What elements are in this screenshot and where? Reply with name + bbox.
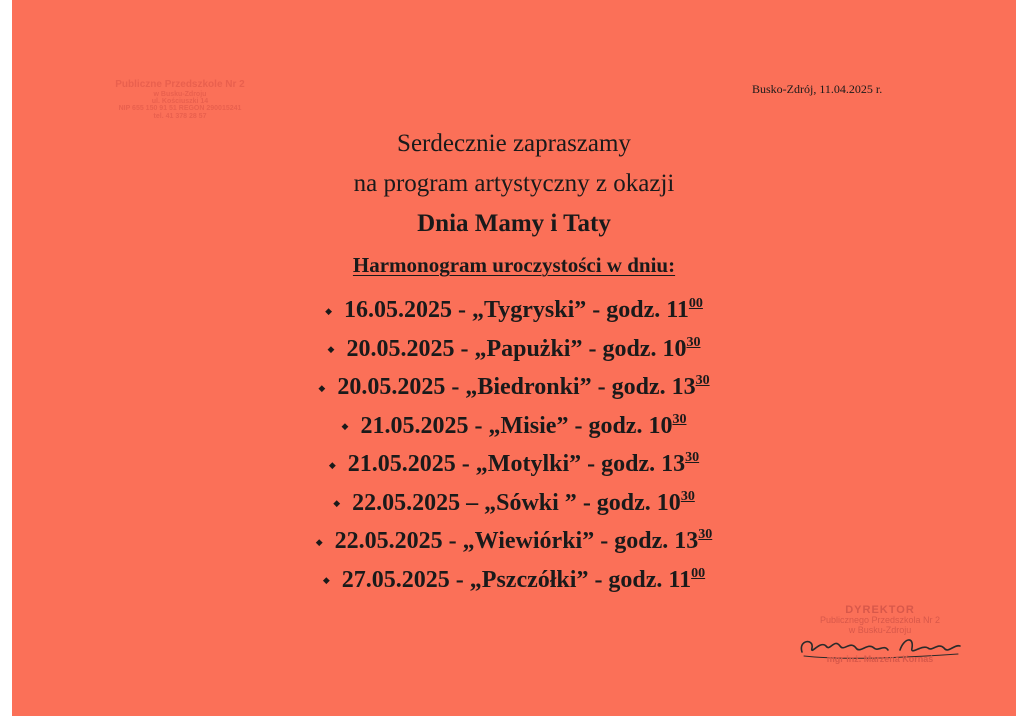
bullet-icon: ◆ — [341, 421, 349, 432]
schedule-item — [12, 527, 1016, 566]
schedule-title-text: Harmonogram uroczystości w dniu: — [352, 253, 676, 277]
schedule-minutes: 30 — [672, 411, 687, 427]
schedule-group: „Sówki ” — [484, 489, 577, 516]
schedule-group: „Biedronki” — [465, 374, 592, 400]
director-signature-stamp — [780, 604, 980, 664]
schedule-group: „Wiewiórki” — [462, 528, 595, 554]
schedule-minutes: 00 — [688, 296, 703, 311]
schedule-separator: - — [458, 297, 466, 323]
schedule-hour: - godz. 10 — [574, 412, 673, 439]
heading-line-1: Serdecznie zapraszamy — [397, 130, 631, 157]
schedule-item — [12, 566, 1016, 605]
invitation-page — [12, 0, 1016, 716]
schedule-date: 20.05.2025 — [337, 374, 446, 400]
bullet-icon: ◆ — [328, 459, 336, 470]
schedule-minutes: 30 — [695, 373, 710, 388]
schedule-date: 20.05.2025 — [346, 335, 455, 362]
schedule-group: „Motylki” — [475, 451, 582, 477]
schedule-minutes: 30 — [685, 450, 700, 465]
bullet-icon: ◆ — [333, 498, 341, 509]
schedule-hour: - godz. 13 — [600, 528, 699, 554]
schedule-hour: - godz. 13 — [597, 374, 696, 400]
heading-line-2: na program artystyczny z okazji — [353, 170, 675, 197]
director-role: DYREKTOR — [845, 604, 915, 616]
schedule-minutes: 30 — [698, 527, 713, 542]
schedule-date: 16.05.2025 — [344, 297, 452, 323]
schedule-date: 21.05.2025 — [360, 412, 469, 439]
bullet-icon: ◆ — [318, 382, 326, 393]
schedule-separator: - — [460, 335, 469, 362]
schedule-list — [12, 296, 1016, 604]
director-name: mgr inż. Marzena Kornaś — [826, 654, 934, 664]
stamp-line-3: ul. Kościuszki 14 — [151, 97, 209, 105]
schedule-item — [12, 412, 1016, 451]
schedule-separator: - — [461, 451, 470, 477]
stamp-line-1: Publiczne Przedszkole Nr 2 — [115, 79, 245, 90]
schedule-group: „Misie” — [488, 412, 569, 439]
schedule-separator: - — [448, 528, 457, 554]
schedule-item — [12, 489, 1016, 528]
schedule-date: 22.05.2025 — [334, 528, 443, 554]
bullet-icon: ◆ — [327, 344, 335, 355]
bullet-icon: ◆ — [325, 305, 332, 316]
schedule-separator: - — [455, 566, 464, 593]
schedule-separator: – — [466, 489, 479, 516]
schedule-date: 21.05.2025 — [347, 451, 456, 477]
schedule-group: „Papużki” — [474, 335, 583, 362]
schedule-group: „Tygryski” — [472, 297, 587, 323]
stamp-line-2: w Busku-Zdroju — [153, 90, 207, 98]
schedule-group: „Pszczółki” — [469, 566, 589, 593]
schedule-separator: - — [451, 374, 460, 400]
schedule-title — [12, 253, 1016, 278]
schedule-item — [12, 373, 1016, 412]
bullet-icon: ◆ — [315, 536, 323, 547]
director-city: w Busku-Zdroju — [848, 624, 912, 635]
director-institution: Publicznego Przedszkola Nr 2 — [819, 615, 941, 625]
invitation-heading — [12, 124, 1016, 244]
schedule-hour: - godz. 10 — [588, 335, 687, 362]
schedule-hour: - godz. 10 — [582, 489, 681, 516]
schedule-separator: - — [474, 412, 483, 439]
kindergarten-stamp — [100, 80, 260, 120]
schedule-hour: - godz. 13 — [587, 451, 686, 477]
schedule-minutes: 30 — [680, 488, 695, 504]
schedule-date: 27.05.2025 — [341, 566, 450, 593]
schedule-hour: - godz. 11 — [594, 566, 692, 593]
place-date: Busko-Zdrój, 11.04.2025 r. — [752, 82, 883, 96]
schedule-item — [12, 296, 1016, 335]
schedule-item — [12, 450, 1016, 489]
heading-occasion: Dnia Mamy i Taty — [417, 210, 611, 237]
schedule-date: 22.05.2025 — [352, 489, 461, 516]
bullet-icon: ◆ — [322, 575, 330, 586]
stamp-line-5: tel. 41 378 28 57 — [153, 112, 207, 120]
schedule-hour: - godz. 11 — [592, 297, 689, 323]
schedule-minutes: 30 — [686, 334, 701, 350]
schedule-minutes: 00 — [691, 565, 706, 581]
stamp-line-4: NIP 655 150 91 51 REGON 290015241 — [118, 105, 242, 113]
schedule-item — [12, 335, 1016, 374]
